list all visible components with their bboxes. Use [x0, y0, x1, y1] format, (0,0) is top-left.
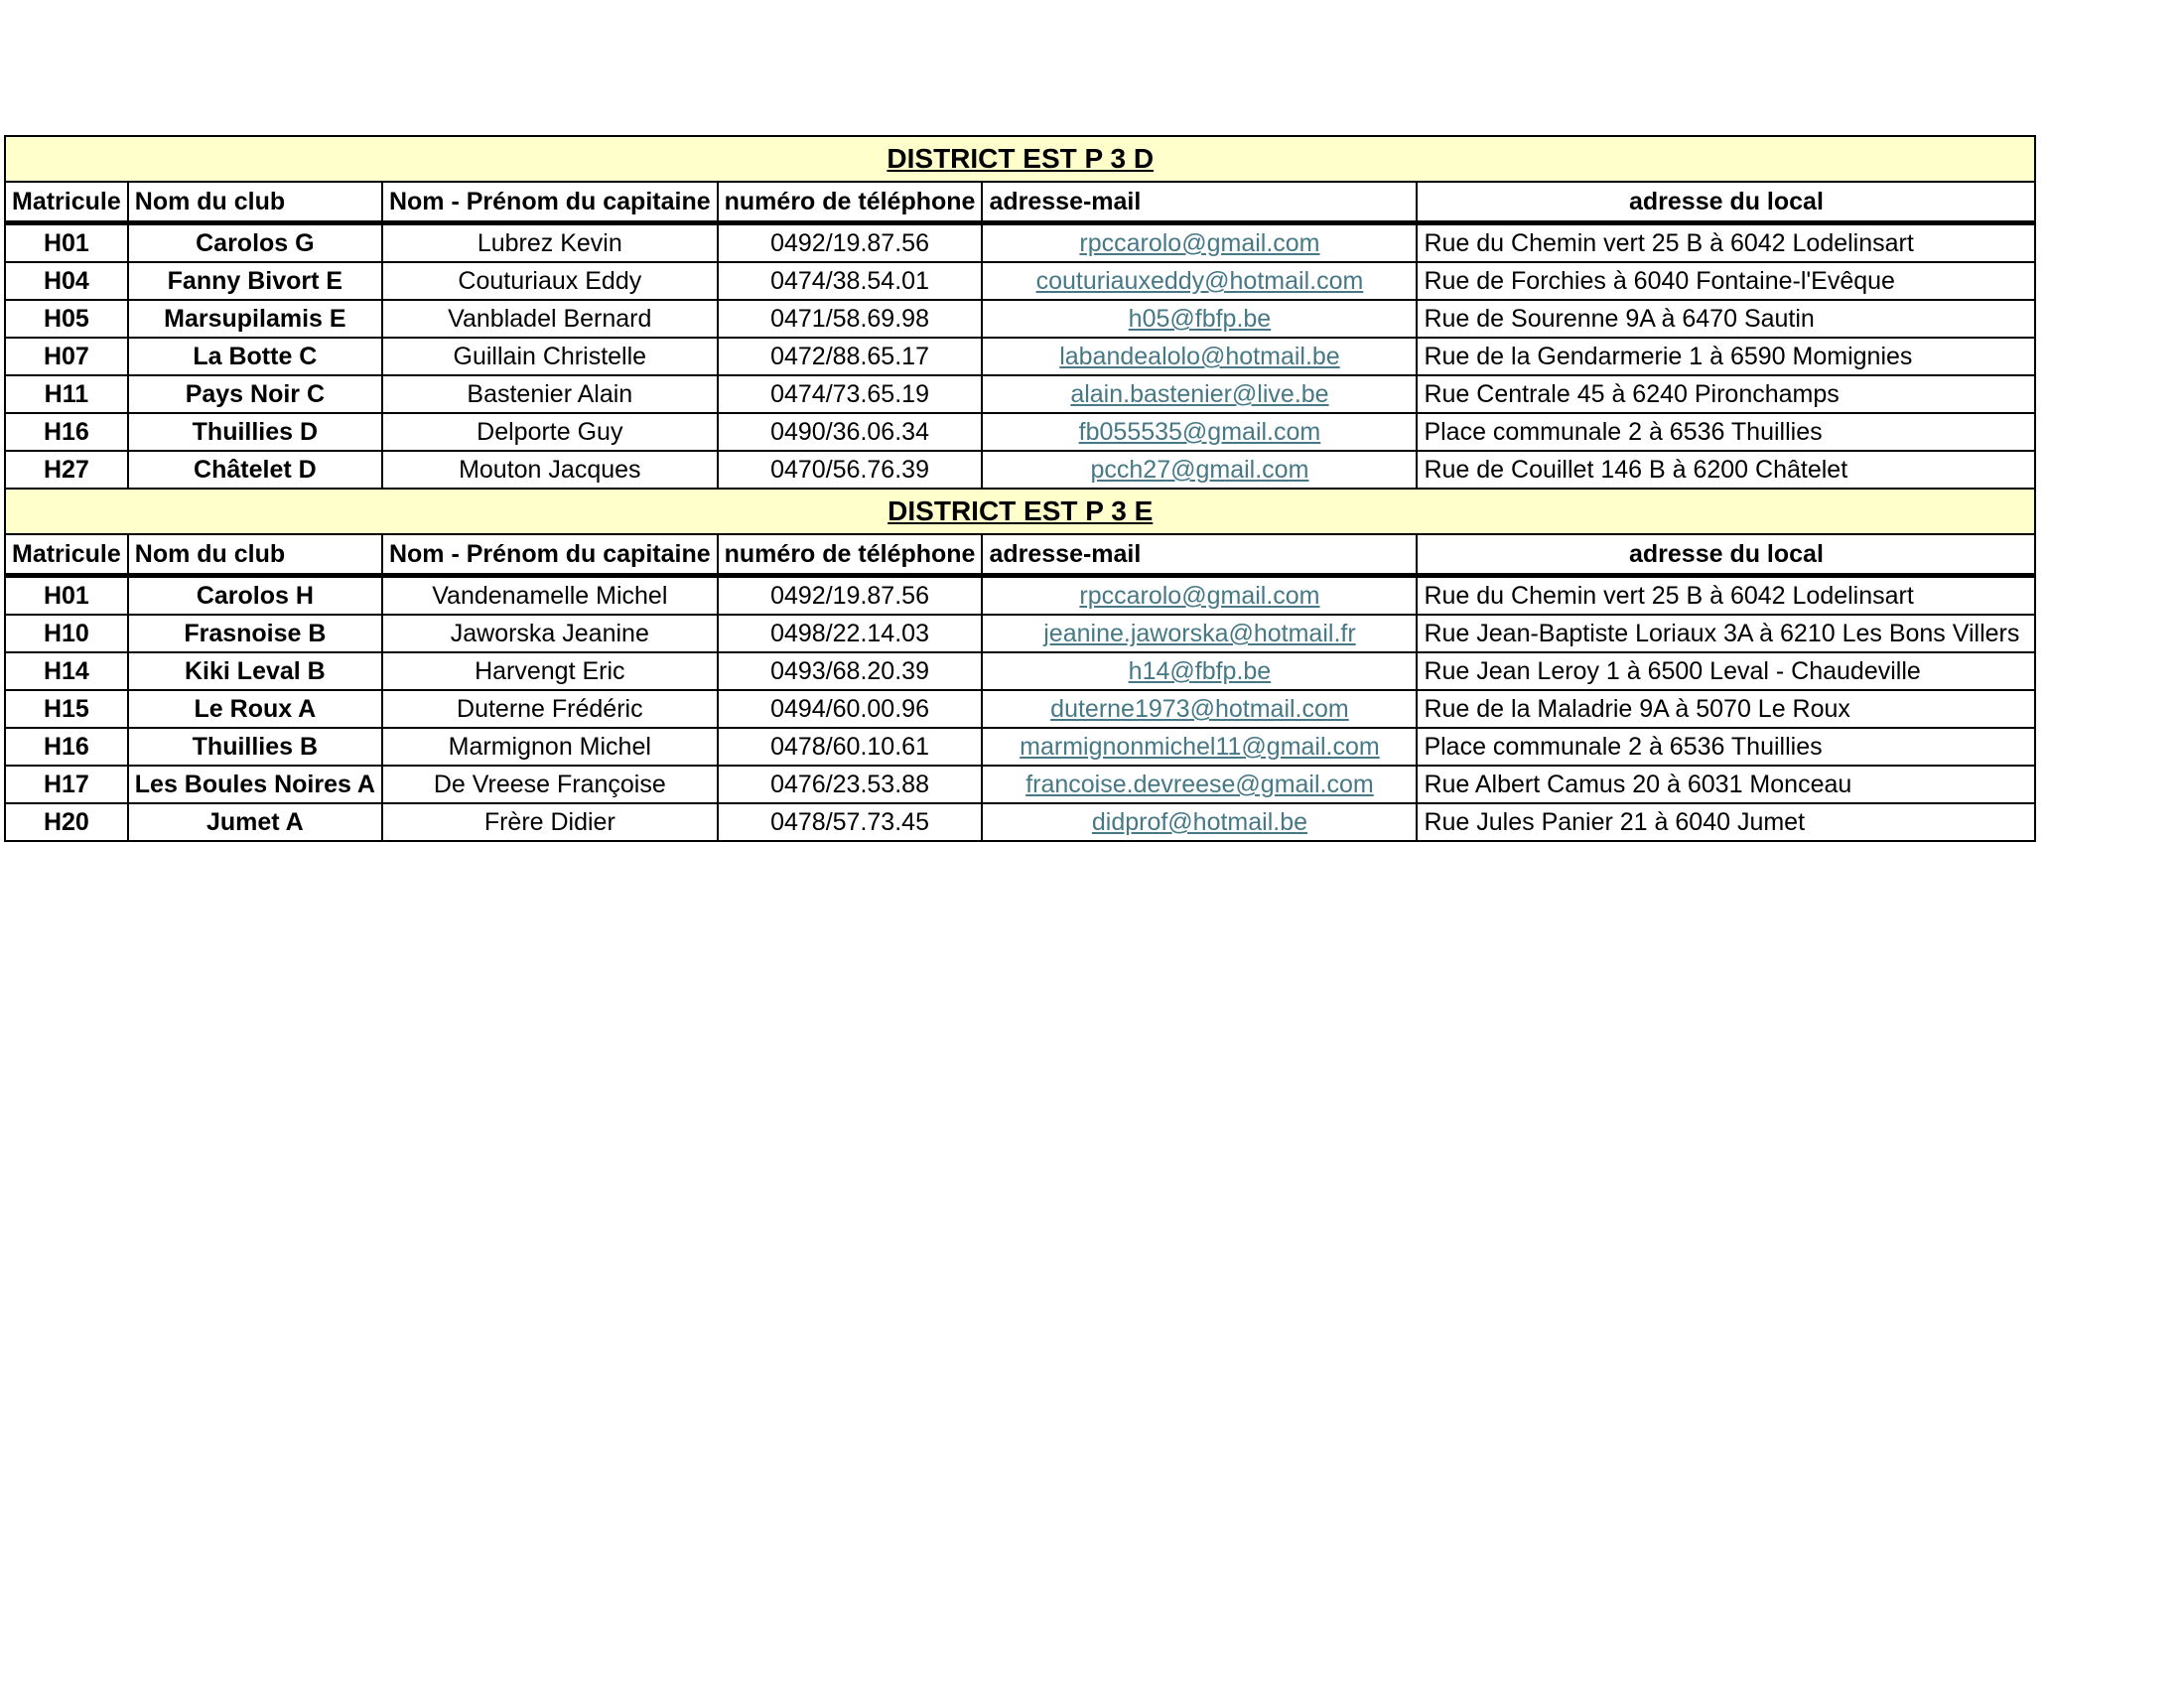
phone-cell: 0470/56.76.39 — [718, 451, 983, 489]
matricule-cell: H14 — [5, 652, 128, 690]
email-header: adresse-mail — [982, 534, 1417, 576]
phone-cell: 0493/68.20.39 — [718, 652, 983, 690]
email-link[interactable]: couturiauxeddy@hotmail.com — [982, 262, 1417, 300]
phone-cell: 0490/36.06.34 — [718, 413, 983, 451]
email-link[interactable]: alain.bastenier@live.be — [982, 375, 1417, 413]
local-address-cell: Rue Jules Panier 21 à 6040 Jumet — [1417, 803, 2035, 841]
matricule-cell: H10 — [5, 615, 128, 652]
club-name-cell: Les Boules Noires A — [128, 766, 382, 803]
email-link[interactable]: h05@fbfp.be — [982, 300, 1417, 338]
section-title: DISTRICT EST P 3 E — [5, 489, 2035, 534]
column-header-row — [5, 182, 2035, 223]
captain-name-cell: Frère Didier — [382, 803, 718, 841]
phone-cell: 0471/58.69.98 — [718, 300, 983, 338]
captain-name-cell: Couturiaux Eddy — [382, 262, 718, 300]
club-name-cell: Le Roux A — [128, 690, 382, 728]
matricule-cell: H07 — [5, 338, 128, 375]
matricule-cell: H15 — [5, 690, 128, 728]
matricule-cell: H05 — [5, 300, 128, 338]
local-address-cell: Rue de Sourenne 9A à 6470 Sautin — [1417, 300, 2035, 338]
phone-cell: 0492/19.87.56 — [718, 223, 983, 263]
club-name-cell: Marsupilamis E — [128, 300, 382, 338]
club-name-cell: Jumet A — [128, 803, 382, 841]
local-address-header: adresse du local — [1417, 534, 2035, 576]
table-row — [5, 576, 2035, 616]
phone-cell: 0472/88.65.17 — [718, 338, 983, 375]
club-name-cell: Frasnoise B — [128, 615, 382, 652]
local-address-cell: Place communale 2 à 6536 Thuillies — [1417, 413, 2035, 451]
table-row — [5, 728, 2035, 766]
table-row — [5, 803, 2035, 841]
phone-cell: 0494/60.00.96 — [718, 690, 983, 728]
section-title-row — [5, 489, 2035, 534]
matricule-cell: H16 — [5, 728, 128, 766]
table-row — [5, 652, 2035, 690]
email-link[interactable]: jeanine.jaworska@hotmail.fr — [982, 615, 1417, 652]
local-address-header: adresse du local — [1417, 182, 2035, 223]
email-link[interactable]: marmignonmichel11@gmail.com — [982, 728, 1417, 766]
local-address-cell: Rue Albert Camus 20 à 6031 Monceau — [1417, 766, 2035, 803]
matricule-cell: H16 — [5, 413, 128, 451]
table-row — [5, 413, 2035, 451]
club-name-header: Nom du club — [128, 534, 382, 576]
matricule-cell: H11 — [5, 375, 128, 413]
captain-name-cell: Harvengt Eric — [382, 652, 718, 690]
captain-name-cell: Delporte Guy — [382, 413, 718, 451]
table-row — [5, 262, 2035, 300]
matricule-cell: H27 — [5, 451, 128, 489]
club-name-cell: La Botte C — [128, 338, 382, 375]
table-row — [5, 375, 2035, 413]
captain-name-cell: Marmignon Michel — [382, 728, 718, 766]
captain-name-cell: Vandenamelle Michel — [382, 576, 718, 616]
club-name-cell: Pays Noir C — [128, 375, 382, 413]
district-table-body — [5, 136, 2035, 841]
email-link[interactable]: labandealolo@hotmail.be — [982, 338, 1417, 375]
captain-name-cell: Mouton Jacques — [382, 451, 718, 489]
matricule-header: Matricule — [5, 182, 128, 223]
phone-cell: 0492/19.87.56 — [718, 576, 983, 616]
column-header-row — [5, 534, 2035, 576]
email-link[interactable]: pcch27@gmail.com — [982, 451, 1417, 489]
captain-name-cell: De Vreese Françoise — [382, 766, 718, 803]
club-name-cell: Fanny Bivort E — [128, 262, 382, 300]
phone-cell: 0474/38.54.01 — [718, 262, 983, 300]
table-row — [5, 223, 2035, 263]
email-link[interactable]: duterne1973@hotmail.com — [982, 690, 1417, 728]
club-name-cell: Carolos G — [128, 223, 382, 263]
section-title-row — [5, 136, 2035, 182]
table-row — [5, 338, 2035, 375]
district-table — [4, 135, 2036, 842]
captain-name-cell: Duterne Frédéric — [382, 690, 718, 728]
captain-name-header: Nom - Prénom du capitaine — [382, 534, 718, 576]
email-link[interactable]: rpccarolo@gmail.com — [982, 223, 1417, 263]
phone-cell: 0478/57.73.45 — [718, 803, 983, 841]
matricule-cell: H04 — [5, 262, 128, 300]
phone-cell: 0474/73.65.19 — [718, 375, 983, 413]
phone-cell: 0478/60.10.61 — [718, 728, 983, 766]
captain-name-cell: Guillain Christelle — [382, 338, 718, 375]
local-address-cell: Rue de la Gendarmerie 1 à 6590 Momignies — [1417, 338, 2035, 375]
club-name-cell: Châtelet D — [128, 451, 382, 489]
local-address-cell: Rue de Couillet 146 B à 6200 Châtelet — [1417, 451, 2035, 489]
local-address-cell: Rue de la Maladrie 9A à 5070 Le Roux — [1417, 690, 2035, 728]
matricule-header: Matricule — [5, 534, 128, 576]
club-name-cell: Kiki Leval B — [128, 652, 382, 690]
phone-cell: 0476/23.53.88 — [718, 766, 983, 803]
captain-name-cell: Jaworska Jeanine — [382, 615, 718, 652]
captain-name-cell: Lubrez Kevin — [382, 223, 718, 263]
phone-header: numéro de téléphone — [718, 534, 983, 576]
captain-name-cell: Vanbladel Bernard — [382, 300, 718, 338]
email-link[interactable]: h14@fbfp.be — [982, 652, 1417, 690]
matricule-cell: H20 — [5, 803, 128, 841]
table-row — [5, 690, 2035, 728]
matricule-cell: H01 — [5, 576, 128, 616]
local-address-cell: Rue Centrale 45 à 6240 Pironchamps — [1417, 375, 2035, 413]
table-row — [5, 766, 2035, 803]
phone-cell: 0498/22.14.03 — [718, 615, 983, 652]
club-name-cell: Carolos H — [128, 576, 382, 616]
local-address-cell: Rue du Chemin vert 25 B à 6042 Lodelinsart — [1417, 576, 2035, 616]
local-address-cell: Place communale 2 à 6536 Thuillies — [1417, 728, 2035, 766]
table-row — [5, 615, 2035, 652]
matricule-cell: H01 — [5, 223, 128, 263]
captain-name-cell: Bastenier Alain — [382, 375, 718, 413]
phone-header: numéro de téléphone — [718, 182, 983, 223]
local-address-cell: Rue Jean Leroy 1 à 6500 Leval - Chaudeville — [1417, 652, 2035, 690]
local-address-cell: Rue du Chemin vert 25 B à 6042 Lodelinsart — [1417, 223, 2035, 263]
captain-name-header: Nom - Prénom du capitaine — [382, 182, 718, 223]
table-row — [5, 300, 2035, 338]
club-name-cell: Thuillies D — [128, 413, 382, 451]
club-name-cell: Thuillies B — [128, 728, 382, 766]
email-link[interactable]: fb055535@gmail.com — [982, 413, 1417, 451]
section-title: DISTRICT EST P 3 D — [5, 136, 2035, 182]
email-header: adresse-mail — [982, 182, 1417, 223]
table-row — [5, 451, 2035, 489]
matricule-cell: H17 — [5, 766, 128, 803]
local-address-cell: Rue de Forchies à 6040 Fontaine-l'Evêque — [1417, 262, 2035, 300]
club-name-header: Nom du club — [128, 182, 382, 223]
local-address-cell: Rue Jean-Baptiste Loriaux 3A à 6210 Les Bons Villers — [1417, 615, 2035, 652]
email-link[interactable]: rpccarolo@gmail.com — [982, 576, 1417, 616]
email-link[interactable]: didprof@hotmail.be — [982, 803, 1417, 841]
email-link[interactable]: francoise.devreese@gmail.com — [982, 766, 1417, 803]
